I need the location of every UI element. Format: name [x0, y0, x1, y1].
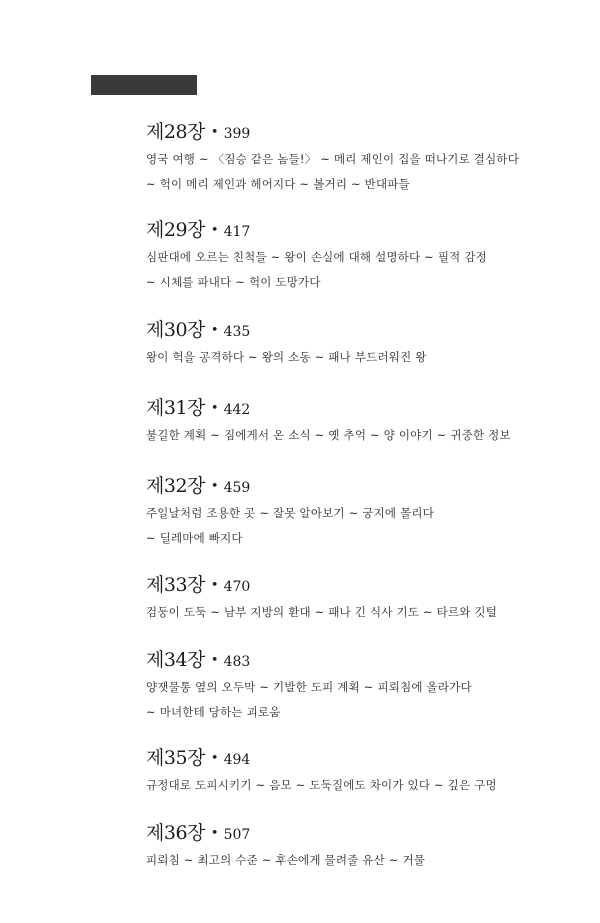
bullet-separator: • [210, 125, 219, 140]
chapter-summary-line: ~ 시체를 파내다 ~ 헉이 도망가다 [146, 275, 321, 289]
toc-entry-28[interactable] [146, 117, 586, 197]
page-number: 494 [223, 752, 251, 768]
toc-entry-31[interactable] [146, 393, 586, 448]
toc-entry-35[interactable] [146, 743, 586, 798]
chapter-heading [146, 117, 586, 147]
chapter-heading [146, 471, 586, 501]
chapter-summary-line: ~ 딜레마에 빠지다 [146, 531, 243, 545]
chapter-title: 제29장 [146, 219, 205, 241]
page-number: 442 [223, 402, 251, 418]
chapter-summary-line: 피뢰침 ~ 최고의 수준 ~ 후손에게 물려줄 유산 ~ 거물 [146, 853, 426, 867]
chapter-summary-line: 양잿물통 옆의 오두막 ~ 기발한 도피 계획 ~ 피뢰침에 올라가다 [146, 680, 472, 694]
chapter-summary-line: 영국 여행 ~ 〈짐승 같은 놈들!〉 ~ 메리 제인이 집을 떠나기로 결심하다 [146, 152, 520, 166]
chapter-summary-line: ~ 헉이 메리 제인과 헤어지다 ~ 볼거리 ~ 반대파들 [146, 177, 410, 191]
chapter-title: 제34장 [146, 649, 205, 671]
toc-entry-29[interactable] [146, 215, 586, 295]
chapter-title: 제35장 [146, 747, 205, 769]
page-number: 459 [223, 480, 251, 496]
chapter-title: 제36장 [146, 822, 205, 844]
chapter-summary-line: 검둥이 도둑 ~ 남부 지방의 환대 ~ 패나 긴 식사 기도 ~ 타르와 깃털 [146, 605, 498, 619]
chapter-title: 제28장 [146, 121, 205, 143]
chapter-title: 제32장 [146, 475, 205, 497]
page-number: 470 [223, 579, 251, 595]
chapter-heading [146, 645, 586, 675]
bullet-separator: • [210, 223, 219, 238]
chapter-heading [146, 743, 586, 773]
page-number: 399 [223, 126, 251, 142]
bullet-separator: • [210, 578, 219, 593]
chapter-title: 제33장 [146, 574, 205, 596]
bullet-separator: • [210, 323, 219, 338]
bullet-separator: • [210, 751, 219, 766]
chapter-summary-line: 심판대에 오르는 친척들 ~ 왕이 손실에 대해 설명하다 ~ 필적 감정 [146, 250, 487, 264]
chapter-summary-line: ~ 마녀한테 당하는 괴로움 [146, 705, 281, 719]
chapter-title: 제30장 [146, 319, 205, 341]
page-number: 507 [223, 827, 251, 843]
bullet-separator: • [210, 401, 219, 416]
bullet-separator: • [210, 826, 219, 841]
toc-entry-33[interactable] [146, 570, 586, 625]
chapter-heading [146, 393, 586, 423]
section-header-bar [91, 75, 197, 95]
toc-entry-30[interactable] [146, 315, 586, 370]
page-number: 417 [223, 224, 251, 240]
chapter-heading [146, 818, 586, 848]
chapter-summary-line: 규정대로 도피시키기 ~ 음모 ~ 도둑질에도 차이가 있다 ~ 깊은 구멍 [146, 778, 497, 792]
chapter-heading [146, 215, 586, 245]
toc-entry-36[interactable] [146, 818, 586, 873]
toc-entry-34[interactable] [146, 645, 586, 725]
chapter-heading [146, 315, 586, 345]
bullet-separator: • [210, 479, 219, 494]
chapter-summary-line: 주일날처럼 조용한 곳 ~ 잘못 알아보기 ~ 궁지에 몰리다 [146, 506, 435, 520]
page-number: 435 [223, 324, 251, 340]
page-number: 483 [223, 654, 251, 670]
chapter-heading [146, 570, 586, 600]
bullet-separator: • [210, 653, 219, 668]
toc-entry-32[interactable] [146, 471, 586, 551]
chapter-summary-line: 왕이 헉을 공격하다 ~ 왕의 소동 ~ 패나 부드러워진 왕 [146, 350, 427, 364]
chapter-summary-line: 불길한 계획 ~ 짐에게서 온 소식 ~ 옛 추억 ~ 양 이야기 ~ 귀중한 정보 [146, 428, 511, 442]
chapter-title: 제31장 [146, 397, 205, 419]
